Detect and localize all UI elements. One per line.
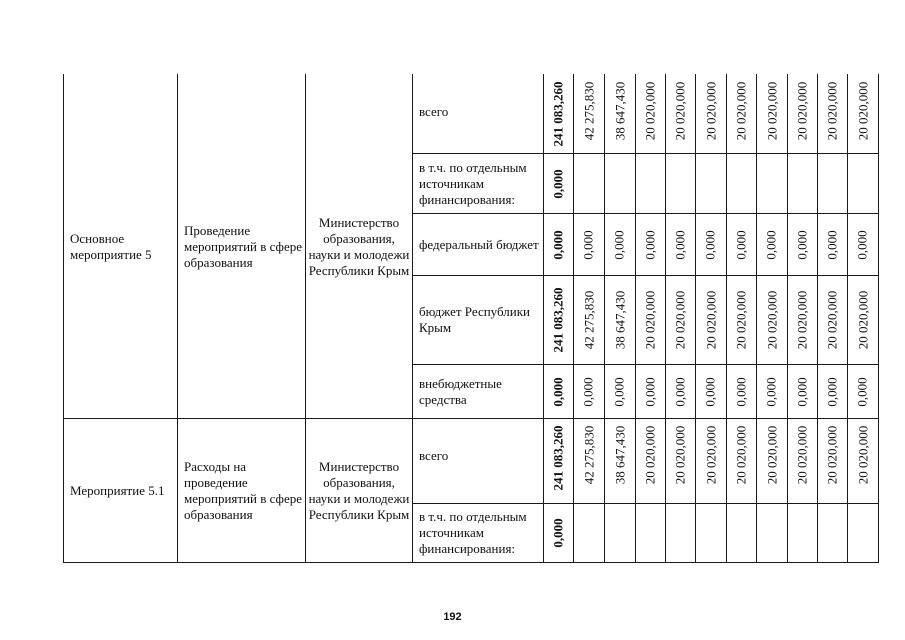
group-0-row-1-year-4	[696, 154, 726, 213]
group-0-row-4-year-9	[848, 365, 878, 418]
group-1-row-0-year-5	[727, 419, 756, 503]
group-0-row-3-year-7-text: 20 020,000	[794, 290, 810, 350]
group-0-row-3-year-3	[666, 276, 695, 364]
group-0-row-4-year-1-text: 0,000	[612, 376, 627, 407]
group-0-row-4-year-6-text: 0,000	[764, 376, 779, 407]
group-0-row-1-year-1	[605, 154, 635, 213]
group-0-row-1-total-text: 0,000	[550, 168, 566, 199]
group-0-row-0-year-8	[818, 75, 847, 153]
group-0-row-0-year-5-text: 20 020,000	[733, 81, 749, 140]
group-0-row-2-source	[414, 215, 542, 274]
group-0-row-0-year-7-text: 20 020,000	[794, 81, 810, 140]
group-0-row-3-year-5-text: 20 020,000	[733, 290, 749, 350]
group-1-row-0-year-7-text: 20 020,000	[794, 425, 810, 484]
group-1-row-0-year-8-text: 20 020,000	[824, 425, 840, 484]
group-1-row-1-source	[414, 505, 542, 561]
group-1-row-1-year-2	[636, 504, 665, 562]
group-0-row-1-year-5	[727, 154, 756, 213]
group-0-row-2-year-1-text: 0,000	[612, 229, 627, 260]
group-0-row-2-year-9	[848, 214, 878, 275]
group-1-row-1-year-8	[818, 504, 847, 562]
group-0-row-0-year-2-text: 20 020,000	[642, 81, 658, 140]
group-0-row-2-year-3	[666, 214, 695, 275]
group-1-row-0-year-6	[757, 419, 787, 503]
group-0-row-2-year-3-text: 0,000	[672, 229, 688, 260]
group-0-description-text: Проведение мероприятий в сфере образования	[184, 222, 303, 270]
group-1-row-0-year-4	[696, 419, 726, 503]
group-0-row-2-year-9-text: 0,000	[855, 229, 870, 260]
group-1-name-text: Мероприятие 5.1	[70, 482, 165, 498]
group-0-row-3-year-0	[574, 276, 604, 364]
group-0-row-4-year-5	[727, 365, 756, 418]
group-0-row-0-year-1	[605, 75, 635, 153]
group-0-name	[65, 76, 176, 417]
grid-hline-7	[63, 562, 879, 563]
group-0-row-2-year-6	[757, 214, 787, 275]
group-1-row-0-year-9	[848, 419, 878, 503]
group-1-row-0-year-9-text: 20 020,000	[855, 425, 870, 484]
group-0-row-4-year-0	[574, 365, 604, 418]
group-1-row-0-year-7	[788, 419, 817, 503]
group-0-description	[179, 76, 304, 417]
group-0-row-2-year-6-text: 0,000	[764, 229, 779, 260]
group-1-row-1-year-1	[605, 504, 635, 562]
group-0-row-0-year-5	[727, 75, 756, 153]
group-0-row-3-source	[414, 277, 542, 363]
grid-vline-3	[412, 74, 413, 563]
group-0-row-0-total-text: 241 083,260	[550, 81, 566, 146]
group-0-row-0-year-4-text: 20 020,000	[703, 81, 718, 140]
group-0-row-3-source-text: бюджет Республики Крым	[419, 304, 531, 335]
group-0-row-3-year-2-text: 20 020,000	[642, 290, 658, 350]
group-0-row-0-year-3-text: 20 020,000	[672, 81, 688, 140]
group-1-row-0-year-1	[605, 419, 635, 503]
group-0-executor-text: Министерство образования, науки и молодежи Республики Крым	[308, 214, 410, 278]
group-1-row-1-year-0	[574, 504, 604, 562]
group-0-row-2-year-7-text: 0,000	[794, 229, 810, 260]
group-0-row-0-year-0-text: 42 275,830	[581, 81, 596, 140]
group-0-row-2-year-8	[818, 214, 847, 275]
group-0-row-1-year-0	[574, 154, 604, 213]
group-1-description-text: Расходы на проведение мероприятий в сфере образования	[184, 458, 303, 522]
group-0-row-2-year-7	[788, 214, 817, 275]
group-0-row-3-year-7	[788, 276, 817, 364]
group-0-row-4-year-4-text: 0,000	[703, 376, 718, 407]
group-1-row-0-year-0	[574, 419, 604, 503]
group-0-row-3-year-6-text: 20 020,000	[764, 290, 779, 350]
group-0-row-3-year-6	[757, 276, 787, 364]
group-0-row-1-total	[544, 154, 573, 213]
group-0-row-3-year-1-text: 38 647,430	[612, 290, 627, 350]
group-0-row-3-total-text: 241 083,260	[550, 287, 566, 353]
group-0-row-4-year-8-text: 0,000	[824, 376, 840, 407]
group-0-row-2-total-text: 0,000	[550, 229, 566, 260]
group-0-row-2-source-text: федеральный бюджет	[419, 236, 539, 252]
group-0-row-1-year-9	[848, 154, 878, 213]
group-0-row-2-year-0-text: 0,000	[581, 229, 596, 260]
group-0-row-2-year-5	[727, 214, 756, 275]
group-1-executor-text: Министерство образования, науки и молодежи Республики Крым	[308, 458, 410, 522]
group-1-row-0-year-8	[818, 419, 847, 503]
group-0-row-4-source	[414, 366, 542, 417]
group-1-row-0-total	[544, 419, 573, 503]
group-0-row-2-year-5-text: 0,000	[733, 229, 749, 260]
group-0-row-4-year-7	[788, 365, 817, 418]
group-0-row-4-year-5-text: 0,000	[733, 376, 749, 407]
group-0-row-1-year-3	[666, 154, 695, 213]
group-1-row-1-year-9	[848, 504, 878, 562]
group-0-row-4-year-2-text: 0,000	[642, 376, 658, 407]
group-0-row-4-year-0-text: 0,000	[581, 376, 596, 407]
group-1-row-1-total	[544, 504, 573, 562]
group-0-row-0-year-3	[666, 75, 695, 153]
group-1-row-0-year-4-text: 20 020,000	[703, 425, 718, 484]
group-0-row-2-year-4	[696, 214, 726, 275]
group-0-row-3-year-2	[636, 276, 665, 364]
group-0-row-2-year-8-text: 0,000	[824, 229, 840, 260]
group-1-row-1-total-text: 0,000	[550, 518, 566, 548]
group-0-row-3-year-8-text: 20 020,000	[824, 290, 840, 350]
group-1-row-1-year-6	[757, 504, 787, 562]
group-1-row-0-year-6-text: 20 020,000	[764, 425, 779, 484]
group-0-row-0-year-1-text: 38 647,430	[612, 81, 627, 140]
group-0-row-4-year-3	[666, 365, 695, 418]
group-1-row-0-source	[414, 420, 542, 502]
group-1-row-1-year-3	[666, 504, 695, 562]
group-0-row-0-year-8-text: 20 020,000	[824, 81, 840, 140]
group-1-executor	[307, 420, 411, 561]
group-0-row-3-year-4-text: 20 020,000	[703, 290, 718, 350]
group-0-row-1-year-7	[788, 154, 817, 213]
group-0-row-2-year-2	[636, 214, 665, 275]
group-0-row-0-year-9	[848, 75, 878, 153]
group-0-row-0-source	[414, 76, 542, 152]
group-0-row-4-year-6	[757, 365, 787, 418]
group-0-row-0-year-6	[757, 75, 787, 153]
group-0-row-0-source-text: всего	[419, 104, 449, 119]
group-0-row-1-source	[414, 155, 542, 212]
group-0-row-0-year-7	[788, 75, 817, 153]
group-1-row-0-year-0-text: 42 275,830	[581, 425, 596, 484]
group-1-row-0-source-text: всего	[419, 448, 449, 463]
group-0-row-4-year-2	[636, 365, 665, 418]
grid-vline-2	[305, 74, 306, 563]
group-0-row-4-year-7-text: 0,000	[794, 376, 810, 407]
group-0-row-3-total	[544, 276, 573, 364]
group-1-name	[65, 420, 176, 561]
group-0-row-0-year-2	[636, 75, 665, 153]
group-1-row-0-year-5-text: 20 020,000	[733, 425, 749, 484]
group-0-row-4-total-text: 0,000	[550, 376, 566, 407]
group-0-name-text: Основное мероприятие 5	[70, 230, 152, 262]
grid-vline-0	[63, 74, 64, 563]
group-0-row-3-year-5	[727, 276, 756, 364]
group-0-row-2-total	[544, 214, 573, 275]
group-0-row-3-year-3-text: 20 020,000	[672, 290, 688, 350]
group-0-row-4-source-text: внебюджетные средства	[419, 375, 502, 407]
grid-vline-15	[878, 74, 879, 563]
group-0-row-1-year-6	[757, 154, 787, 213]
group-0-row-4-year-1	[605, 365, 635, 418]
group-0-executor	[307, 76, 411, 417]
group-1-description	[179, 420, 304, 561]
group-0-row-2-year-2-text: 0,000	[642, 229, 658, 260]
group-1-row-0-year-2	[636, 419, 665, 503]
group-0-row-4-year-8	[818, 365, 847, 418]
group-0-row-3-year-4	[696, 276, 726, 364]
group-1-row-1-source-text: в т.ч. по отдельным источникам финансирования:	[419, 509, 527, 556]
group-0-row-2-year-1	[605, 214, 635, 275]
group-1-row-1-year-5	[727, 504, 756, 562]
group-1-row-0-total-text: 241 083,260	[550, 425, 566, 490]
group-0-row-1-year-2	[636, 154, 665, 213]
group-0-row-0-total	[544, 75, 573, 153]
group-0-row-4-year-9-text: 0,000	[855, 376, 870, 407]
group-0-row-1-year-8	[818, 154, 847, 213]
group-0-row-0-year-0	[574, 75, 604, 153]
group-0-row-2-year-4-text: 0,000	[703, 229, 718, 260]
page-number: 192	[443, 611, 462, 623]
group-0-row-3-year-0-text: 42 275,830	[581, 290, 596, 350]
group-0-row-4-year-3-text: 0,000	[672, 376, 688, 407]
group-1-row-0-year-3-text: 20 020,000	[672, 425, 688, 484]
group-0-row-3-year-9-text: 20 020,000	[855, 290, 870, 350]
group-0-row-0-year-9-text: 20 020,000	[855, 81, 870, 140]
group-0-row-0-year-6-text: 20 020,000	[764, 81, 779, 140]
group-0-row-1-source-text: в т.ч. по отдельным источникам финансирования:	[419, 159, 527, 207]
grid-vline-1	[177, 74, 178, 563]
group-1-row-1-year-7	[788, 504, 817, 562]
group-1-row-0-year-2-text: 20 020,000	[642, 425, 658, 484]
group-0-row-3-year-9	[848, 276, 878, 364]
group-1-row-0-year-1-text: 38 647,430	[612, 425, 627, 484]
group-1-row-0-year-3	[666, 419, 695, 503]
group-0-row-4-year-4	[696, 365, 726, 418]
group-0-row-3-year-8	[818, 276, 847, 364]
group-0-row-3-year-1	[605, 276, 635, 364]
group-0-row-4-total	[544, 365, 573, 418]
group-0-row-2-year-0	[574, 214, 604, 275]
group-1-row-1-year-4	[696, 504, 726, 562]
group-0-row-0-year-4	[696, 75, 726, 153]
